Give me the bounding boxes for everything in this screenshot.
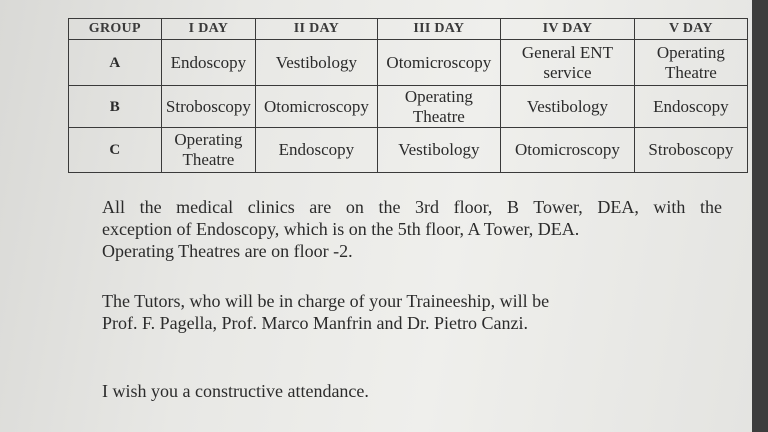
- table-cell: Otomicroscopy: [377, 40, 500, 86]
- table-cell: Endoscopy: [161, 40, 256, 86]
- table-row-group-b: [69, 86, 748, 128]
- clinics-location-paragraph: [102, 196, 722, 262]
- text-line: All the medical clinics are on the 3rd floor, B Tower, DEA, with the: [102, 197, 722, 217]
- group-cell: A: [69, 40, 162, 86]
- table-cell: Operating Theatre: [377, 86, 500, 128]
- table-cell: Endoscopy: [634, 86, 747, 128]
- text-line: Prof. F. Pagella, Prof. Marco Manfrin and Dr. Pietro Canzi.: [102, 313, 528, 333]
- header-day-5: V DAY: [634, 19, 747, 40]
- table-cell: Vestibology: [377, 128, 500, 173]
- table-cell: Endoscopy: [256, 128, 377, 173]
- closing-line: I wish you a constructive attendance.: [102, 381, 369, 401]
- text-line: exception of Endoscopy, which is on the 5th floor, A Tower, DEA.: [102, 219, 580, 239]
- header-day-4: IV DAY: [501, 19, 635, 40]
- table-cell: General ENT service: [501, 40, 635, 86]
- text-line: Operating Theatres are on floor -2.: [102, 241, 353, 261]
- table-cell: Stroboscopy: [161, 86, 256, 128]
- table-row-group-a: [69, 40, 748, 86]
- table-cell: Otomicroscopy: [256, 86, 377, 128]
- text-line: The Tutors, who will be in charge of your Traineeship, will be: [102, 291, 550, 311]
- header-day-2: II DAY: [256, 19, 377, 40]
- header-group: GROUP: [69, 19, 162, 40]
- table-cell: Otomicroscopy: [501, 128, 635, 173]
- table-cell: Stroboscopy: [634, 128, 747, 173]
- group-cell: C: [69, 128, 162, 173]
- table-cell: Vestibology: [501, 86, 635, 128]
- table-cell: Operating Theatre: [161, 128, 256, 173]
- header-day-3: III DAY: [377, 19, 500, 40]
- table-cell: Operating Theatre: [634, 40, 747, 86]
- page-edge-shadow: [752, 0, 768, 432]
- tutors-paragraph: [102, 290, 662, 334]
- table-cell: Vestibology: [256, 40, 377, 86]
- header-day-1: I DAY: [161, 19, 256, 40]
- table-header-row: [69, 19, 748, 40]
- schedule-table: [68, 18, 748, 173]
- table-row-group-c: [69, 128, 748, 173]
- group-cell: B: [69, 86, 162, 128]
